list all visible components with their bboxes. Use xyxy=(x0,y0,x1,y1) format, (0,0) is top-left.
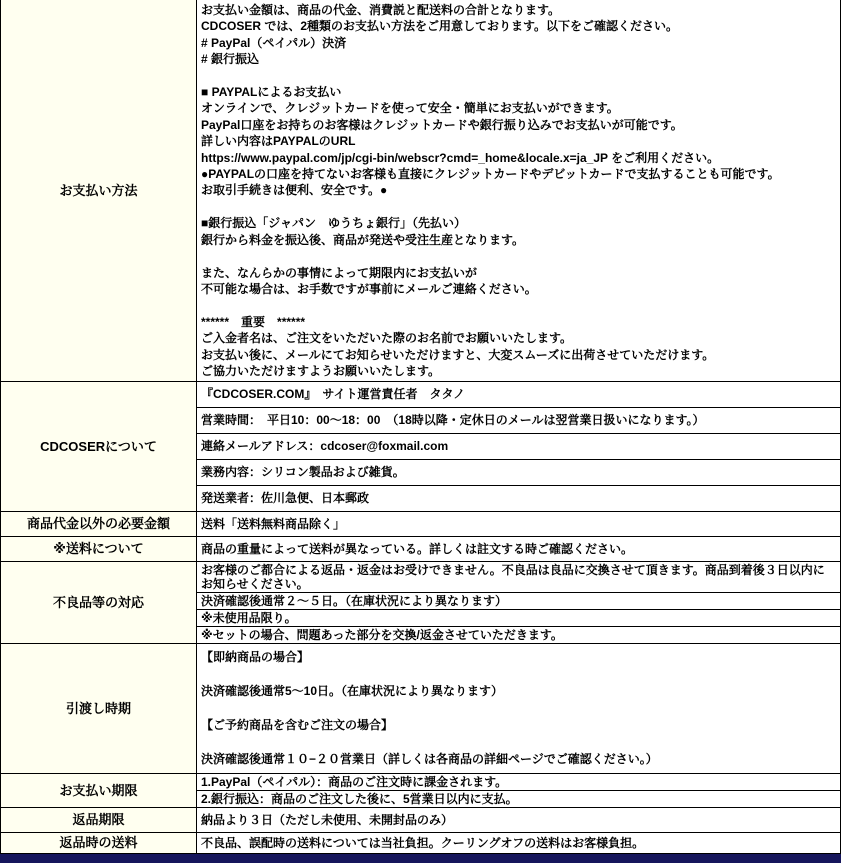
row-label-payment-deadline: お支払い期限 xyxy=(1,774,197,807)
text-line: ●PAYPALの口座を持てないお客様も直接にクレジットカードやデビットカードで支払することも可能です。 xyxy=(201,167,780,182)
return-deadline-content: 納品より３日（ただし未使用、未開封品のみ） xyxy=(201,812,454,827)
delivery-time-content xyxy=(197,644,840,773)
text-line: CDCOSER では、2種類のお支払い方法をご用意しております。以下をご確認ください。 xyxy=(201,19,679,34)
row-defective-items xyxy=(1,562,840,644)
row-return-shipping xyxy=(1,833,840,854)
extra-fees-content: 送料「送料無料商品除く」 xyxy=(201,516,346,531)
text-line: ご入金者名は、ご注文をいただいた際のお名前でお願いいたします。 xyxy=(201,331,573,346)
row-label-shipping-note: ※送料について xyxy=(1,537,197,561)
text-line xyxy=(201,297,836,313)
defective-items-content xyxy=(197,562,840,643)
text-line: 業務内容：シリコン製品および雑貨。 xyxy=(197,459,840,485)
text-line: お支払い後に、メールにてお知らせいただけますと、大変スムーズに出荷させていただけます。 xyxy=(201,347,715,362)
row-payment-deadline xyxy=(1,774,840,808)
row-label-return-deadline: 返品期限 xyxy=(1,808,197,832)
text-line: 2.銀行振込：商品のご注文した後に、5営業日以内に支払。 xyxy=(197,790,840,807)
text-line: 営業時間： 平日10：00〜18：00 （18時以降・定休日のメールは翌営業日扱いになります。） xyxy=(197,407,840,433)
text-line: PayPal口座をお持ちのお客様はクレジットカードや銀行振り込みでお支払いが可能です。 xyxy=(201,117,683,132)
text-line: お支払い金額は、商品の代金、消費説と配送料の合計となります。 xyxy=(201,3,561,17)
row-payment-method xyxy=(1,0,840,382)
text-line: 【ご予約商品を含むご注文の場合】 xyxy=(201,718,394,733)
text-line xyxy=(201,248,836,264)
text-line: お客様のご都合による返品・返金はお受けできません。不良品は良品に交換させて頂きます。商品到着後３日以内にお知らせください。 xyxy=(201,563,825,592)
text-line: 連絡メールアドレス：cdcoser@foxmail.com xyxy=(197,433,840,459)
text-line: また、なんらかの事情によって期限内にお支払いが xyxy=(201,265,478,280)
text-line xyxy=(201,734,836,751)
text-line: 決済確認後通常１０−２０営業日（詳しくは各商品の詳細ページでご確認ください。） xyxy=(201,752,658,767)
text-line: 詳しい内容はPAYPALのURL xyxy=(201,134,356,149)
text-line: # 銀行振込 xyxy=(201,52,260,67)
text-line: https://www.paypal.com/jp/cgi-bin/webscr?cmd=_home&locale.x=ja_JP をご利用ください。 xyxy=(201,150,720,165)
text-line: 1.PayPal（ペイパル）：商品のご注文時に課金されます。 xyxy=(201,775,508,790)
payment-method-content xyxy=(197,0,840,381)
text-line: 決済確認後通常２〜５日。（在庫状況により異なります） xyxy=(197,592,840,609)
text-line: 【即納商品の場合】 xyxy=(201,650,310,665)
text-line xyxy=(201,666,836,683)
text-line: 『CDCOSER.COM』 サイト運営責任者 タタノ xyxy=(201,387,466,402)
text-line: # PayPal（ペイパル）決済 xyxy=(201,35,347,50)
page-footer-bar xyxy=(0,854,841,863)
text-line: ご協力いただけますようお願いいたします。 xyxy=(201,363,441,378)
text-line: ※セットの場合、問題あった部分を交換/返金させていただきます。 xyxy=(197,626,840,643)
text-line: ■銀行振込「ジャパン ゆうちょ銀行」（先払い） xyxy=(201,216,467,231)
text-line: お取引手続きは便利、安全です。● xyxy=(201,183,388,198)
text-line: 発送業者：佐川急便、日本郵政 xyxy=(197,485,840,511)
about-cdcoser-content xyxy=(197,382,840,511)
row-shipping-note xyxy=(1,537,840,562)
text-line: オンラインで、クレジットカードを使って安全・簡単にお支払いができます。 xyxy=(201,101,619,116)
text-line: 決済確認後通常5〜10日。（在庫状況により異なります） xyxy=(201,684,504,699)
text-line: ■ PAYPALによるお支払い xyxy=(201,85,342,100)
payment-deadline-content xyxy=(197,774,840,807)
row-label-return-shipping: 返品時の送料 xyxy=(1,833,197,853)
text-line: 不可能な場合は、お手数ですが事前にメールご連絡ください。 xyxy=(201,281,537,296)
row-extra-fees xyxy=(1,512,840,537)
row-delivery-time xyxy=(1,644,840,774)
text-line: ****** 重要 ****** xyxy=(201,314,306,329)
row-label-extra-fees: 商品代金以外の必要金額 xyxy=(1,512,197,536)
text-line: ※未使用品限り。 xyxy=(197,609,840,626)
shipping-note-content: 商品の重量によって送料が異なっている。詳しくは註文する時ご確認ください。 xyxy=(201,541,634,556)
row-about-cdcoser xyxy=(1,382,840,512)
row-label-defective-items: 不良品等の対応 xyxy=(1,562,197,643)
text-line: 銀行から料金を振込後、商品が発送や受注生産となります。 xyxy=(201,232,525,247)
return-shipping-content: 不良品、誤配時の送料については当社負担。クーリングオフの送料はお客様負担。 xyxy=(201,835,645,850)
row-label-delivery-time: 引渡し時期 xyxy=(1,644,197,773)
row-return-deadline xyxy=(1,808,840,833)
text-line xyxy=(201,68,836,84)
row-label-about-cdcoser: CDCOSERについて xyxy=(1,382,197,511)
row-label-payment-method: お支払い方法 xyxy=(1,0,197,381)
text-line xyxy=(201,700,836,717)
text-line xyxy=(201,199,836,215)
